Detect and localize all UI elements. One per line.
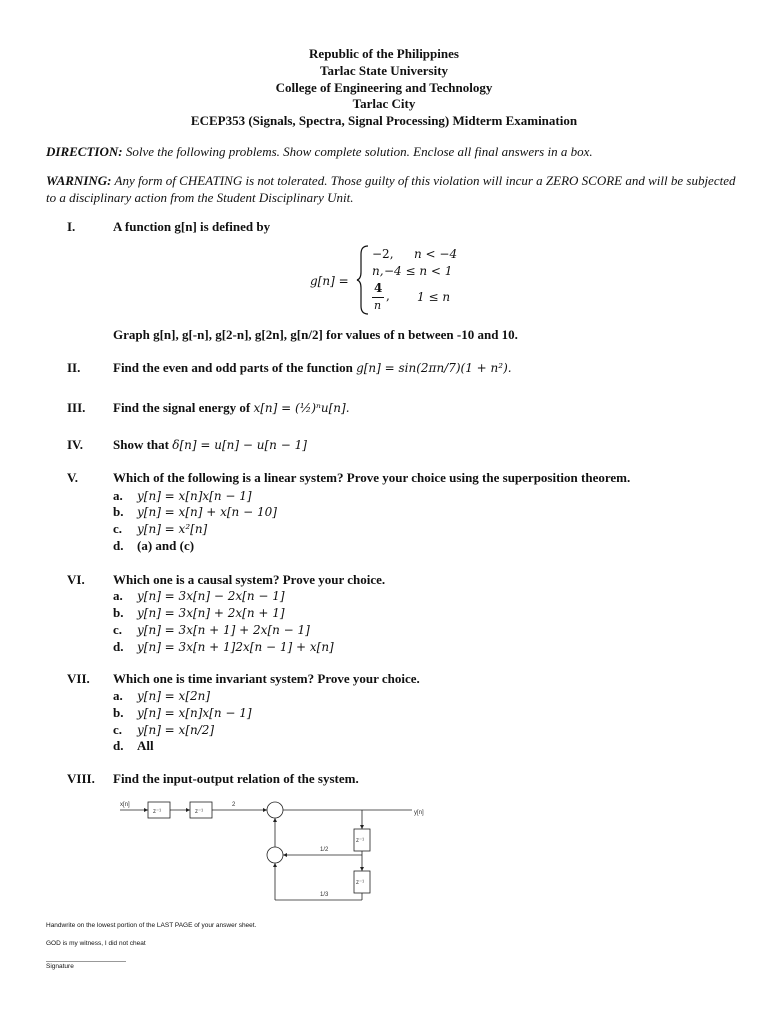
- q1-fraction-bar: [372, 297, 384, 298]
- delay-label-4: z⁻¹: [356, 880, 365, 886]
- q5-text: Which of the following is a linear system? Prove your choice using the superposition theorem.: [113, 470, 631, 485]
- header-college: College of Engineering and Technology: [275, 80, 493, 95]
- exam-title: ECEP353 (Signals, Spectra, Signal Processing) Midterm Examination: [190, 113, 578, 128]
- q6-option-d: d. y[n] = 3x[n + 1]2x[n − 1] + x[n]: [113, 639, 334, 654]
- q8-text: Find the input-output relation of the system.: [113, 771, 359, 786]
- footer-note: Handwrite on the lowest portion of the LAST PAGE of your answer sheet.: [46, 922, 257, 929]
- gain-label-3: 1/3: [320, 892, 329, 898]
- q1-case2-condition: −4 ≤ n < 1: [384, 264, 453, 278]
- direction-paragraph: [46, 143, 736, 160]
- q6-number: VI.: [67, 572, 85, 587]
- q6-option-c: c. y[n] = 3x[n + 1] + 2x[n − 1]: [113, 622, 310, 637]
- q5-number: V.: [67, 470, 78, 485]
- direction-text: Solve the following problems. Show complete solution. Enclose all final answers in a box.: [122, 144, 593, 159]
- signature-line: [46, 961, 126, 962]
- q7-option-c: c. y[n] = x[n/2]: [113, 722, 215, 737]
- adder-top: [267, 802, 283, 818]
- diagram-output-label: y[n]: [414, 810, 424, 816]
- q5-option-d: d. (a) and (c): [113, 538, 195, 553]
- direction-label: DIRECTION:: [46, 144, 123, 159]
- q1-case1-condition: n < −4: [414, 247, 458, 261]
- q8-number: VIII.: [67, 771, 95, 786]
- gain-label-2: 1/2: [320, 847, 329, 853]
- q4-number: IV.: [67, 437, 84, 452]
- q1-text: A function g[n] is defined by: [113, 219, 271, 234]
- piecewise-brace-icon: [356, 244, 370, 316]
- q6-option-b: b. y[n] = 3x[n] + 2x[n + 1]: [113, 605, 285, 620]
- q7-text: Which one is time invariant system? Prove your choice.: [113, 671, 420, 686]
- q3-number: III.: [67, 400, 86, 415]
- q7-option-d: d. All: [113, 738, 154, 753]
- warning-paragraph: [46, 172, 736, 206]
- q1-case3-comma: ,: [386, 289, 390, 303]
- q2-text: Find the even and odd parts of the function g[n] = sin(2πn/7)(1 + n²).: [113, 360, 512, 375]
- q7-option-a: a. y[n] = x[2n]: [113, 688, 211, 703]
- q1-case3-denominator: n: [374, 299, 382, 312]
- q1-task: Graph g[n], g[-n], g[2-n], g[2n], g[n/2] for values of n between -10 and 10.: [113, 327, 518, 342]
- q7-number: VII.: [67, 671, 90, 686]
- header-university: Tarlac State University: [319, 63, 449, 78]
- header-city: Tarlac City: [352, 96, 416, 111]
- gain-label-1: 2: [232, 802, 236, 808]
- q3-text: Find the signal energy of x[n] = (½)ⁿu[n].: [113, 400, 350, 415]
- warning-label: WARNING:: [46, 173, 112, 188]
- delay-label-2: z⁻¹: [195, 809, 204, 815]
- adder-bottom: [267, 847, 283, 863]
- q4-text: Show that δ[n] = u[n] − u[n − 1]: [113, 437, 307, 452]
- warning-text: Any form of CHEATING is not tolerated. Those guilty of this violation will incur a ZERO SCORE and will be subjected to a disciplinary action from the Student Disciplinary Unit.: [46, 173, 736, 205]
- block-diagram: [112, 795, 442, 907]
- delay-label-1: z⁻¹: [153, 809, 162, 815]
- q6-option-a: a. y[n] = 3x[n] − 2x[n − 1]: [113, 588, 285, 603]
- header-republic: Republic of the Philippines: [309, 46, 459, 61]
- q1-lhs: g[n] =: [310, 274, 349, 288]
- q5-option-c: c. y[n] = x²[n]: [113, 521, 208, 536]
- q2-number: II.: [67, 360, 81, 375]
- q1-number: I.: [67, 219, 76, 234]
- q5-option-b: b. y[n] = x[n] + x[n − 10]: [113, 504, 277, 519]
- q1-case1-value: −2,: [372, 247, 394, 261]
- q4-math: δ[n] = u[n] − u[n − 1]: [172, 438, 307, 452]
- delay-label-3: z⁻¹: [356, 838, 365, 844]
- q1-case3-numerator: 4: [374, 281, 383, 295]
- q6-text: Which one is a causal system? Prove your choice.: [113, 572, 386, 587]
- q1-case3-condition: 1 ≤ n: [417, 290, 451, 304]
- q3-math: x[n] = (½)ⁿu[n].: [253, 401, 350, 415]
- q7-option-b: b. y[n] = x[n]x[n − 1]: [113, 705, 252, 720]
- diagram-input-label: x[n]: [120, 802, 130, 808]
- signature-label: Signature: [46, 963, 74, 970]
- q1-case2-value: n,: [372, 264, 384, 278]
- q2-math: g[n] = sin(2πn/7)(1 + n²).: [356, 361, 512, 375]
- footer-oath: GOD is my witness, I did not cheat: [46, 940, 146, 947]
- q5-option-a: a. y[n] = x[n]x[n − 1]: [113, 488, 252, 503]
